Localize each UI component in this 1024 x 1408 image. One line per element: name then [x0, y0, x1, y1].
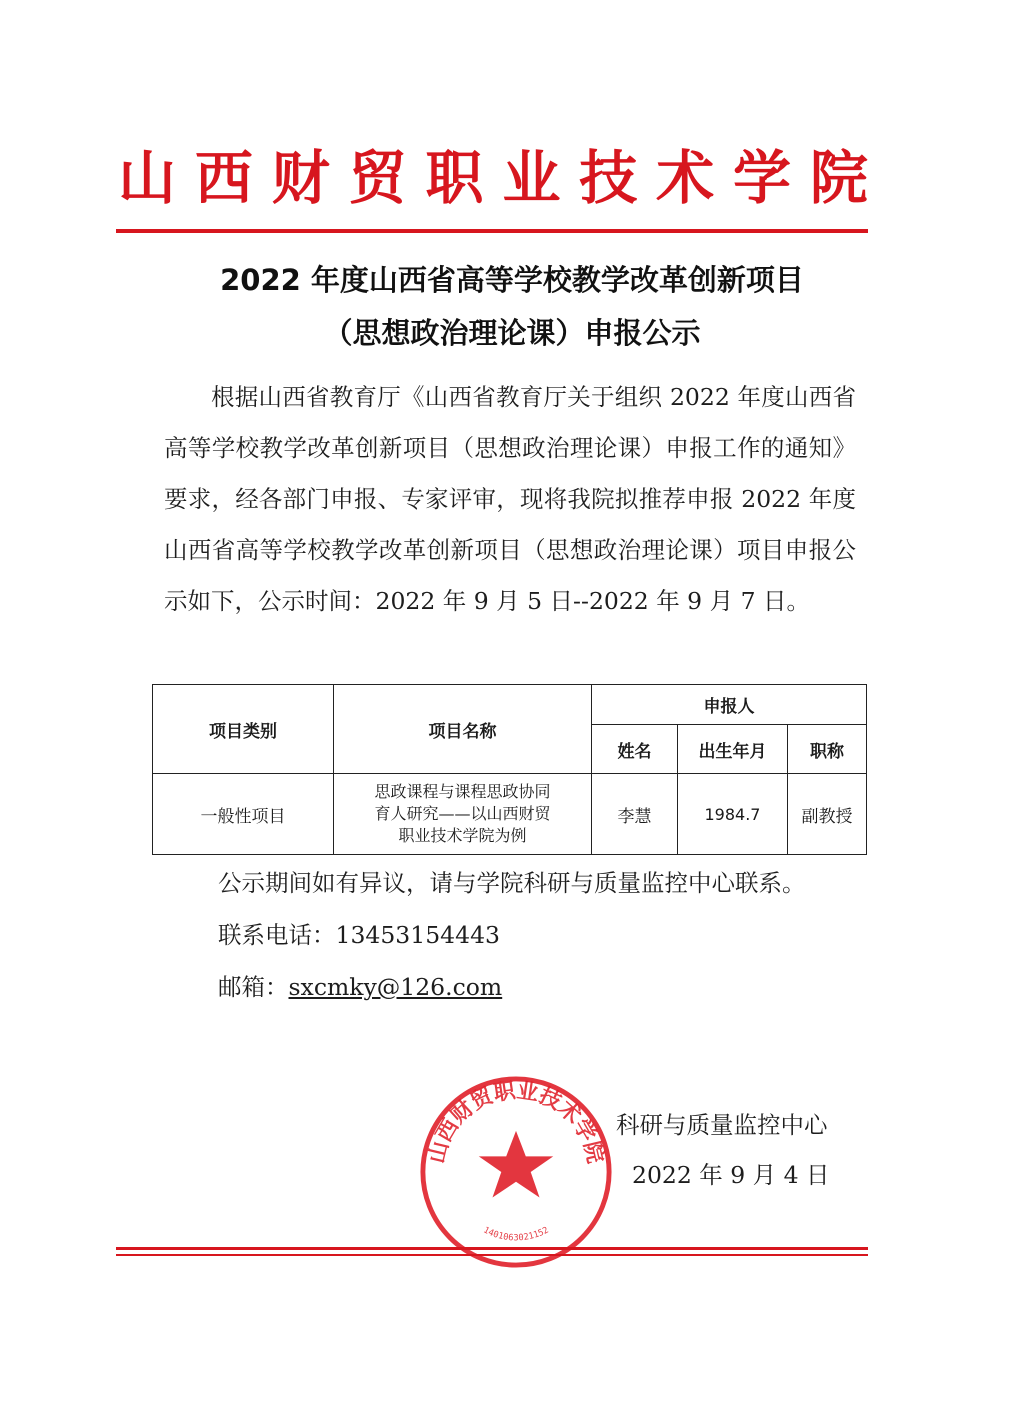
- phone-number: 13453154443: [335, 921, 500, 949]
- letterhead-rule: [116, 229, 868, 233]
- signature-date: 2022 年 9 月 4 日: [632, 1161, 830, 1189]
- footer-rule-bottom: [116, 1254, 868, 1256]
- letterhead-char: 山: [118, 144, 177, 212]
- svg-text:1401063021152: [481, 1225, 550, 1243]
- body-paragraph-block: [164, 372, 856, 627]
- project-name-line: 思政课程与课程思政协同: [374, 782, 551, 801]
- cell-category: 一般性项目: [153, 774, 334, 855]
- header-category: 项目类别: [153, 685, 334, 774]
- seal-star-icon: [479, 1131, 553, 1198]
- table-row: [153, 774, 867, 855]
- email-line: [218, 968, 502, 1002]
- seal-text: 山西财贸职业技术学院: [424, 1078, 608, 1166]
- project-name-line: 育人研究——以山西财贸: [374, 804, 551, 823]
- header-applicant: 申报人: [592, 685, 867, 725]
- letterhead-char: 西: [194, 144, 253, 212]
- cell-person-name: 李慧: [592, 774, 678, 855]
- footer-rule-top: [116, 1247, 868, 1250]
- header-birth: 出生年月: [678, 725, 788, 774]
- cell-project-name: [334, 774, 592, 855]
- official-seal: [418, 1074, 614, 1270]
- document-title-line1: 2022 年度山西省高等学校教学改革创新项目: [220, 263, 804, 297]
- project-table: [152, 684, 867, 855]
- document-title-line2: （思想政治理论课）申报公示: [323, 316, 701, 350]
- objection-notice: 公示期间如有异议，请与学院科研与质量监控中心联系。: [218, 869, 806, 897]
- signature-dept: 科研与质量监控中心: [616, 1111, 828, 1139]
- letterhead-title: [118, 138, 868, 218]
- letterhead-char: 业: [502, 144, 561, 212]
- letterhead-char: 学: [733, 144, 792, 212]
- letterhead-char: 职: [425, 144, 484, 212]
- cell-rank: 副教授: [788, 774, 867, 855]
- phone-line: [218, 916, 500, 950]
- phone-label: 联系电话：: [218, 921, 336, 949]
- email-label: 邮箱：: [218, 973, 289, 1001]
- cell-birth: 1984.7: [678, 774, 788, 855]
- project-name-line: 职业技术学院为例: [398, 826, 527, 845]
- email-link[interactable]: sxcmky@126.com: [288, 973, 503, 1001]
- header-rank: 职称: [788, 725, 867, 774]
- letterhead-char: 技: [579, 144, 638, 212]
- seal-code: 1401063021152: [481, 1225, 551, 1244]
- body-paragraph: 根据山西省教育厅《山西省教育厅关于组织 2022 年度山西省高等学校教学改革创新项目（思想政治理论课）申报工作的通知》要求，经各部门申报、专家评审，现将我院拟推荐申报 2022 年度山西省高等学校教学改革创新项目（思想政治理论课）项目申报公示如下，公示时间：2022 年 9 月 5 日--2022 年 9 月 7 日。: [164, 383, 856, 615]
- letterhead-char: 财: [271, 144, 330, 212]
- letterhead-char: 术: [656, 144, 715, 212]
- header-person-name: 姓名: [592, 725, 678, 774]
- letterhead-char: 贸: [348, 144, 407, 212]
- letterhead-char: 院: [809, 144, 868, 212]
- header-project-name: 项目名称: [334, 685, 592, 774]
